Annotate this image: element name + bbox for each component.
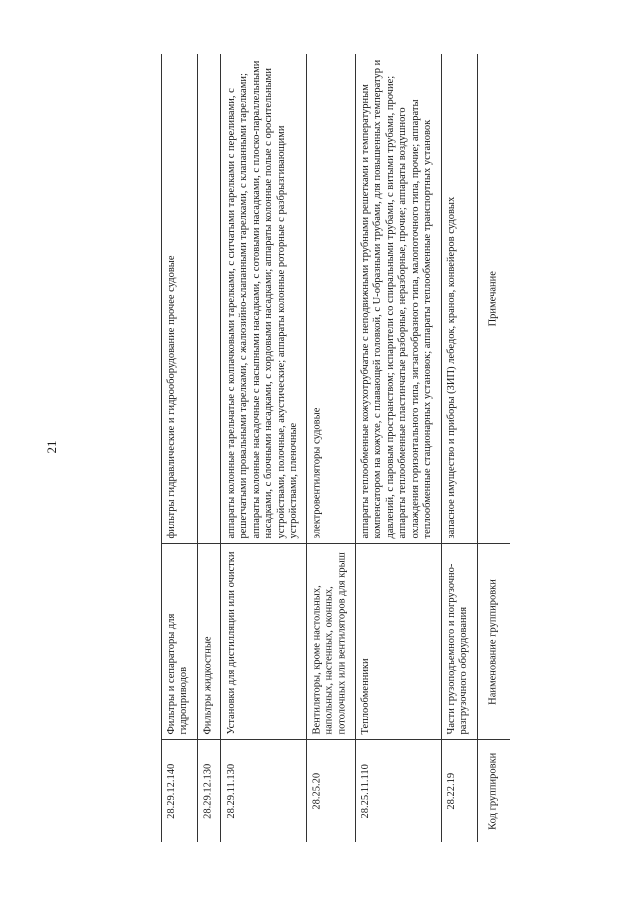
table-row <box>307 54 356 842</box>
cell-name: Части грузоподъемного и погрузочно-разгрузочного оборудования <box>442 544 478 740</box>
table-grid <box>161 54 510 842</box>
table-row <box>356 54 442 842</box>
cell-code: 28.25.11.110 <box>356 740 442 842</box>
cell-name: Фильтры и сепараторы для гидроприводов <box>162 544 198 740</box>
cell-note: запасное имущество и приборы (ЗИП) лебедок, кранов, конвейеров судовых <box>442 54 478 544</box>
cell-name: Вентиляторы, кроме настольных, напольных, настенных, оконных, потолочных или вентиляторов для крыш <box>307 544 356 740</box>
rotated-content <box>44 52 604 842</box>
page-number: 21 <box>44 440 59 454</box>
cell-code: 28.29.12.130 <box>198 740 222 842</box>
header-code: Код группировки <box>478 740 511 842</box>
cell-code: 28.25.20 <box>307 740 356 842</box>
header-note: Примечание <box>478 54 511 544</box>
table-row <box>162 54 198 842</box>
cell-code: 28.29.11.130 <box>221 740 307 842</box>
cell-note: электровентиляторы судовые <box>307 54 356 544</box>
table-row <box>442 54 478 842</box>
cell-note: аппараты теплообменные кожухотрубчатые с неподвижными трубными решетками и температурным компенсатором на кожухе, с плавающей головкой, с U-образными трубами, для повышенных температур и давлений, с паровым пространством; испарители со спиральными трубами, с витыми трубами, прочие; аппараты теплообменные пластинчатые разборные, неразборные, прочие; аппараты воздушного охлаждения горизонтального типа, зигзагообразного типа, малопоточного типа, прочие; аппараты теплообменные стационарных установок; аппараты теплообменные транспортных установок <box>356 54 442 544</box>
cell-note: аппараты колонные тарельчатые с колпачковыми тарелками, с ситчатыми тарелками с переливами, с решетчатыми провальными тарелками, с жалюзийно-клапанными тарелками, с клапанными тарелками; аппараты колонные насадочные с насыпными насадками, с сотовыми насадками, с плоско-параллельными насадками, с блочными насадками, с хордовыми насадками; аппараты колонные полые с оросительными устройствами, полочные, акустические; аппараты колонные роторные с разбрызгивающими устройствами, пленочные <box>221 54 307 544</box>
header-name: Наименование группировки <box>478 544 511 740</box>
cell-note: фильтры гидравлические и гидрооборудование прочее судовые <box>162 54 198 544</box>
table-row <box>198 54 222 842</box>
cell-code: 28.22.19 <box>442 740 478 842</box>
cell-name: Фильтры жидкостные <box>198 544 222 740</box>
cell-code: 28.29.12.140 <box>162 740 198 842</box>
table-header-row <box>478 54 511 842</box>
cell-note <box>198 54 222 544</box>
table-row <box>221 54 307 842</box>
cell-name: Установки для дистилляции или очистки <box>221 544 307 740</box>
cell-name: Теплообменники <box>356 544 442 740</box>
